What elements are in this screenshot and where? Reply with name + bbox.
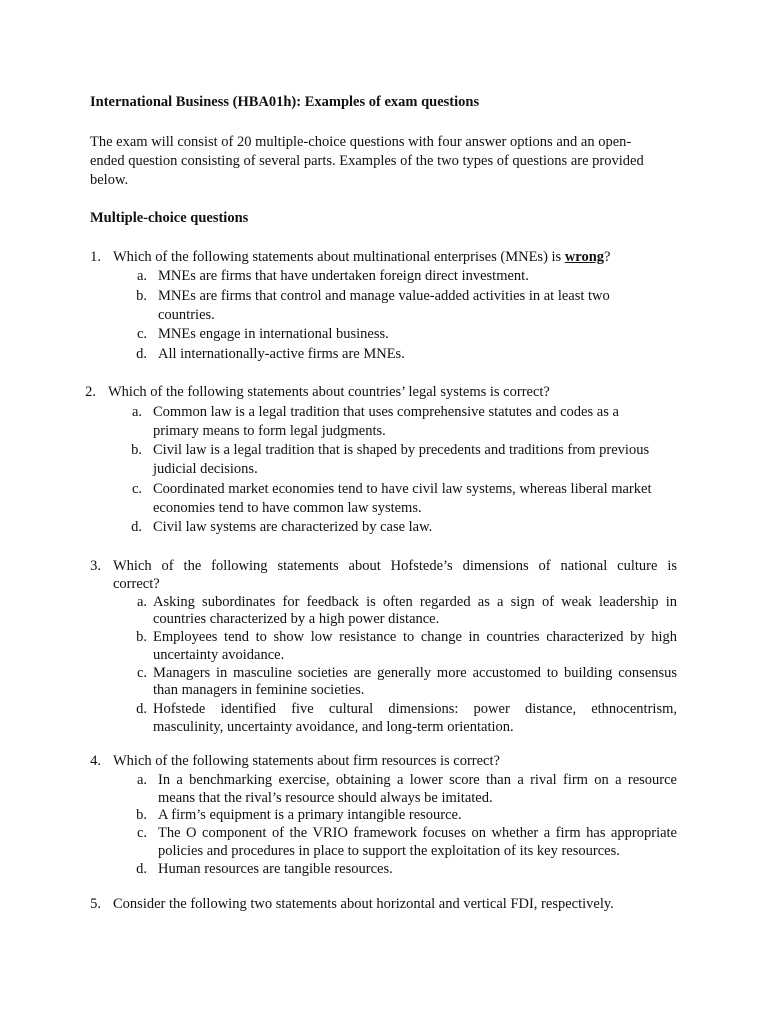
q3-option-d-text: Hofstede identified five cultural dimensions: power distance, ethnocentrism,: [153, 701, 677, 717]
document-title: International Business (HBA01h): Examples of exam questions: [90, 94, 480, 110]
q1-option-b-label: b.: [136, 288, 147, 304]
intro-line-1: The exam will consist of 20 multiple-choice questions with four answer options and an open-: [90, 134, 632, 150]
intro-line-2: ended question consisting of several parts. Examples of the two types of questions are provided: [90, 153, 644, 169]
q1-option-a-text: MNEs are firms that have undertaken foreign direct investment.: [158, 268, 529, 284]
question-5-number: 5.: [90, 896, 101, 912]
question-3-text: Which of the following statements about Hofstede’s dimensions of national culture is: [113, 558, 677, 574]
q2-option-c-text-cont: economies tend to have common law systems.: [153, 500, 422, 516]
question-3-number: 3.: [90, 558, 101, 574]
q4-option-d-text: Human resources are tangible resources.: [158, 861, 393, 877]
question-4-text: Which of the following statements about firm resources is correct?: [113, 753, 500, 769]
question-1-number: 1.: [90, 249, 101, 265]
q4-option-c-text: The O component of the VRIO framework focuses on whether a firm has appropriate: [158, 825, 677, 841]
q3-option-b-text-cont: uncertainty avoidance.: [153, 647, 285, 663]
q3-option-a-text-cont: countries characterized by a high power distance.: [153, 611, 440, 627]
q2-option-b-text: Civil law is a legal tradition that is shaped by precedents and traditions from previous: [153, 442, 650, 458]
question-2-number: 2.: [85, 384, 96, 400]
question-5-text: Consider the following two statements about horizontal and vertical FDI, respectively.: [113, 896, 614, 912]
question-2-text: Which of the following statements about countries’ legal systems is correct?: [108, 384, 550, 400]
section-heading: Multiple-choice questions: [90, 210, 249, 226]
q4-option-c-text-cont: policies and procedures in place to support the exploitation of its key resources.: [158, 843, 620, 859]
q2-option-a-label: a.: [131, 404, 142, 420]
q3-option-d-label: d.: [136, 701, 147, 717]
q3-option-d-text-cont: masculinity, uncertainty avoidance, and long-term orientation.: [153, 719, 514, 735]
q3-option-a-text: Asking subordinates for feedback is often regarded as a sign of weak leadership in: [153, 594, 677, 610]
q4-option-b-label: b.: [136, 807, 147, 823]
q4-option-c-label: c.: [136, 825, 147, 841]
q3-option-a-label: a.: [136, 594, 147, 610]
q3-option-b-label: b.: [136, 629, 147, 645]
question-1-text-post: ?: [604, 249, 611, 265]
q3-option-b-text: Employees tend to show low resistance to change in countries characterized by high: [153, 629, 677, 645]
intro-line-3: below.: [90, 172, 129, 188]
question-1-emphasis: wrong: [564, 249, 605, 265]
q2-option-a-text-cont: primary means to form legal judgments.: [153, 423, 386, 439]
q3-option-c-text: Managers in masculine societies are generally more accustomed to building consensus: [153, 665, 677, 681]
q3-option-c-label: c.: [136, 665, 147, 681]
q2-option-c-text: Coordinated market economies tend to have civil law systems, whereas liberal market: [153, 481, 652, 497]
q1-option-b-text: MNEs are firms that control and manage value-added activities in at least two: [158, 288, 610, 304]
q4-option-b-text: A firm’s equipment is a primary intangible resource.: [158, 807, 462, 823]
q2-option-a-text: Common law is a legal tradition that uses comprehensive statutes and codes as a: [153, 404, 619, 420]
q1-option-d-text: All internationally-active firms are MNEs.: [158, 346, 405, 362]
q4-option-a-text: In a benchmarking exercise, obtaining a lower score than a rival firm on a resource: [158, 772, 677, 788]
q2-option-b-label: b.: [131, 442, 142, 458]
q2-option-c-label: c.: [131, 481, 142, 497]
q1-option-a-label: a.: [136, 268, 147, 284]
question-1-text: [113, 248, 610, 267]
q4-option-d-label: d.: [136, 861, 147, 877]
q1-option-c-label: c.: [136, 326, 147, 342]
q1-option-c-text: MNEs engage in international business.: [158, 326, 389, 342]
q3-option-c-text-cont: than managers in feminine societies.: [153, 682, 365, 698]
q2-option-d-text: Civil law systems are characterized by case law.: [153, 519, 433, 535]
q2-option-b-text-cont: judicial decisions.: [153, 461, 258, 477]
q2-option-d-label: d.: [131, 519, 142, 535]
q4-option-a-text-cont: means that the rival’s resource should always be imitated.: [158, 790, 493, 806]
q1-option-d-label: d.: [136, 346, 147, 362]
q1-option-b-text-cont: countries.: [158, 307, 215, 323]
question-3-text-cont: correct?: [113, 576, 160, 592]
question-1-text-pre: Which of the following statements about multinational enterprises (MNEs) is: [113, 249, 565, 265]
question-4-number: 4.: [90, 753, 101, 769]
q4-option-a-label: a.: [136, 772, 147, 788]
